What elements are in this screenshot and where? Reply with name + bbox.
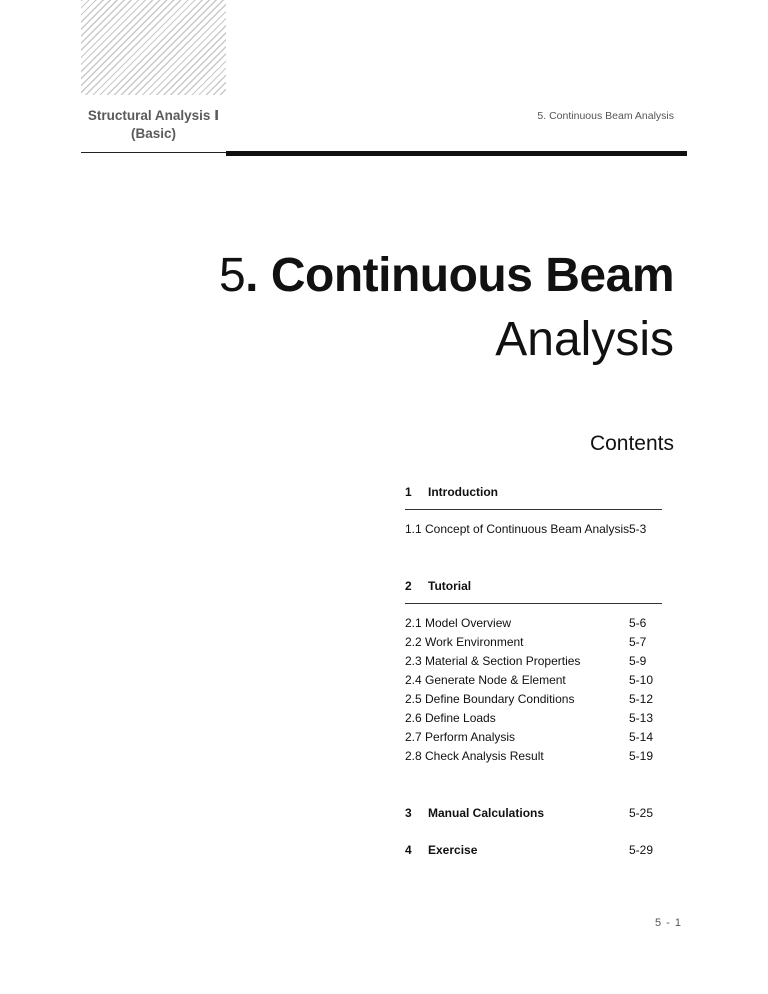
toc-item[interactable] xyxy=(405,728,663,747)
toc-item-label: 2.1 Model Overview xyxy=(405,616,512,630)
toc-item[interactable] xyxy=(405,614,663,633)
toc-item-label: 2.7 Perform Analysis xyxy=(405,730,516,744)
toc-section-number: 4 xyxy=(405,843,412,857)
toc-item-page: 5-6 xyxy=(629,616,647,630)
toc-item-page: 5-13 xyxy=(629,711,654,725)
page-number: 5 - 1 xyxy=(654,917,682,929)
toc-divider xyxy=(405,509,662,510)
toc-section-label: Introduction xyxy=(428,485,498,499)
toc-section-2[interactable] xyxy=(405,579,471,593)
toc-item[interactable] xyxy=(405,633,663,652)
toc-section-4[interactable] xyxy=(405,843,477,857)
toc-item-page: 5-19 xyxy=(629,749,654,763)
toc-item-label: 2.2 Work Environment xyxy=(405,635,524,649)
toc-item[interactable] xyxy=(405,652,663,671)
toc-list-2 xyxy=(405,614,663,766)
hatch-pattern-block xyxy=(81,0,226,95)
toc-item[interactable] xyxy=(405,747,663,766)
toc-section-number: 2 xyxy=(405,579,412,593)
toc-item-page: 5-12 xyxy=(629,692,654,706)
toc-section-page: 5-25 xyxy=(629,806,654,820)
toc-item-label: 2.5 Define Boundary Conditions xyxy=(405,692,575,706)
header-rule-thick xyxy=(226,151,687,156)
toc-item-label: 1.1 Concept of Continuous Beam Analysis xyxy=(405,522,630,536)
toc-section-number: 3 xyxy=(405,806,412,820)
toc-item-page: 5-7 xyxy=(629,635,647,649)
toc-list-1 xyxy=(405,520,663,539)
running-head: 5. Continuous Beam Analysis xyxy=(537,110,674,122)
toc-divider xyxy=(405,603,662,604)
toc-item-page: 5-14 xyxy=(629,730,654,744)
contents-heading: Contents xyxy=(589,432,674,455)
book-title-line1: Structural Analysis Ⅰ xyxy=(87,108,220,123)
toc-section-label: Exercise xyxy=(428,843,478,857)
toc-item-label: 2.6 Define Loads xyxy=(405,711,496,725)
chapter-title-dot: . xyxy=(245,249,258,302)
toc-item-page: 5-10 xyxy=(629,673,654,687)
chapter-title-main: Continuous Beam xyxy=(270,249,674,302)
toc-section-1[interactable] xyxy=(405,485,498,499)
toc-section-page: 5-29 xyxy=(629,843,654,857)
toc-item[interactable] xyxy=(405,709,663,728)
toc-item-label: 2.4 Generate Node & Element xyxy=(405,673,566,687)
toc-item-page: 5-9 xyxy=(629,654,647,668)
book-title-line2: (Basic) xyxy=(130,126,176,141)
toc-section-3[interactable] xyxy=(405,806,544,820)
header-rule-thin xyxy=(81,152,227,153)
toc-item[interactable] xyxy=(405,690,663,709)
chapter-title-line1 xyxy=(219,248,674,304)
toc-item-label: 2.8 Check Analysis Result xyxy=(405,749,544,763)
toc-item-page: 5-3 xyxy=(629,522,647,536)
chapter-number: 5 xyxy=(218,249,246,302)
chapter-title-line2: Analysis xyxy=(495,313,674,366)
toc-section-number: 1 xyxy=(405,485,412,499)
toc-item[interactable] xyxy=(405,671,663,690)
toc-item[interactable] xyxy=(405,520,663,539)
book-title xyxy=(81,107,226,143)
toc-section-label: Manual Calculations xyxy=(428,806,545,820)
toc-item-label: 2.3 Material & Section Properties xyxy=(405,654,581,668)
toc-section-label: Tutorial xyxy=(428,579,472,593)
